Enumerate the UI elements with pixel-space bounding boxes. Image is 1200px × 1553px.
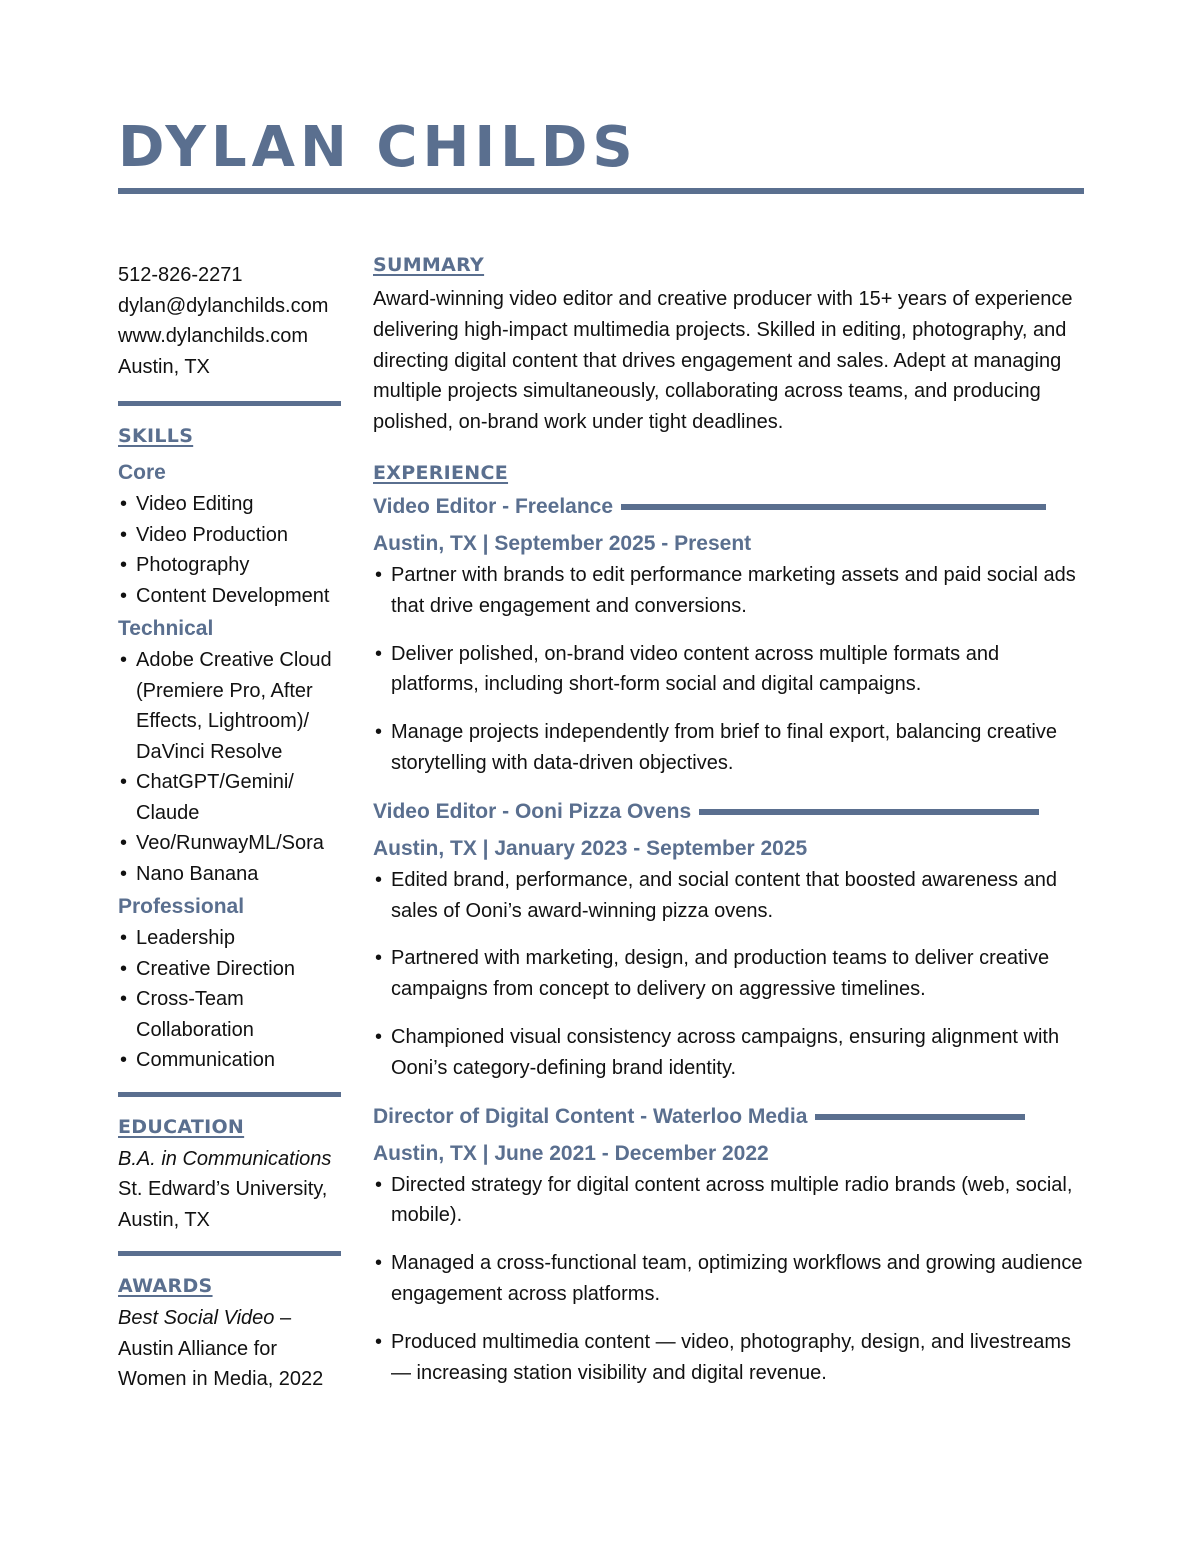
sidebar-divider [118, 1092, 341, 1097]
skill-item: • Cross-Team Collaboration [118, 984, 341, 1045]
job-title-rule [699, 809, 1039, 815]
summary-text: Award-winning video editor and creative producer with 15+ years of experience delivering high-impact multimedia projects. Skilled in editing, photography, and directing digital content that drives engagement and sales. Adept at managing multiple projects simultaneously, collaborating across teams, and producing polished, on-brand work under tight deadlines. [373, 288, 1073, 434]
experience-heading: EXPERIENCE [373, 461, 509, 484]
header-divider [118, 188, 1084, 194]
contact-block [118, 260, 341, 382]
skill-item: • Video Production [118, 520, 341, 551]
job-meta: Austin, TX | June 2021 - December 2022 [373, 1141, 769, 1165]
skills-professional-label: Professional [118, 895, 245, 918]
job-title: Director of Digital Content - Waterloo Media [373, 1104, 808, 1128]
job-bullets [373, 865, 1085, 1084]
job-title-rule [621, 504, 1046, 510]
award-title: Best Social Video [118, 1307, 275, 1329]
job-meta: Austin, TX | January 2023 - September 2025 [373, 836, 808, 860]
skills-core-label: Core [118, 461, 166, 484]
job-bullets [373, 1170, 1085, 1389]
education-degree [118, 1144, 341, 1175]
award-detail: – Austin Alliance for Women in Media, 2022 [118, 1307, 324, 1390]
job-bullet: • Championed visual consistency across campaigns, ensuring alignment with Ooni’s category-defining brand identity. [373, 1022, 1085, 1084]
skill-item: • Leadership [118, 923, 341, 954]
skill-item: • Video Editing [118, 489, 341, 520]
skills-core-list [118, 489, 341, 611]
job-bullet: • Manage projects independently from brief to final export, balancing creative storytelling with data-driven objectives. [373, 717, 1085, 779]
education-degree-abbr: B.A. [118, 1147, 156, 1170]
education-block [118, 1144, 341, 1236]
summary-heading: SUMMARY [373, 254, 485, 276]
skill-item: • Photography [118, 550, 341, 581]
contact-location: Austin, TX [118, 355, 210, 378]
education-degree-field: in Communications [155, 1147, 332, 1170]
job-bullet: • Managed a cross-functional team, optimizing workflows and growing audience engagement across platforms. [373, 1248, 1085, 1310]
education-location: Austin, TX [118, 1208, 210, 1231]
skill-item: • Nano Banana [118, 859, 341, 890]
job-title: Video Editor - Freelance [373, 494, 614, 518]
job-entry [373, 1101, 1085, 1389]
sidebar-divider [118, 401, 341, 406]
education-school: St. Edward’s University, [118, 1178, 328, 1200]
job-bullet: • Partnered with marketing, design, and production teams to deliver creative campaigns from concept to delivery on aggressive timelines. [373, 943, 1085, 1005]
contact-phone: 512-826-2271 [118, 264, 243, 286]
job-title: Video Editor - Ooni Pizza Ovens [373, 799, 692, 823]
award-entry [118, 1303, 341, 1395]
skill-item: • ChatGPT/Gemini/ Claude [118, 767, 341, 828]
job-meta: Austin, TX | September 2025 - Present [373, 531, 752, 555]
skills-technical-list [118, 645, 341, 889]
skill-item: • Communication [118, 1045, 341, 1076]
awards-heading: AWARDS [118, 1275, 213, 1297]
skills-professional-list [118, 923, 341, 1076]
resume-name: DYLAN CHILDS [118, 115, 638, 180]
skills-heading: SKILLS [118, 425, 194, 447]
job-bullet: • Deliver polished, on-brand video content across multiple formats and platforms, including short-form social and digital campaigns. [373, 639, 1085, 701]
skill-item: • Content Development [118, 581, 341, 612]
skills-technical-label: Technical [118, 617, 214, 640]
job-title-rule [815, 1114, 1025, 1120]
job-bullet: • Directed strategy for digital content across multiple radio brands (web, social, mobile). [373, 1170, 1085, 1232]
contact-email: dylan@dylanchilds.com [118, 294, 329, 317]
job-entry [373, 796, 1085, 1084]
skill-item: • Adobe Creative Cloud (Premiere Pro, After Effects, Lightroom)/ DaVinci Resolve [118, 645, 341, 767]
education-heading: EDUCATION [118, 1115, 245, 1138]
job-entry [373, 491, 1085, 779]
skill-item: • Veo/RunwayML/Sora [118, 828, 341, 859]
main-column [373, 250, 1085, 1405]
job-bullet: • Edited brand, performance, and social content that boosted awareness and sales of Ooni’s award-winning pizza ovens. [373, 865, 1085, 927]
sidebar [118, 260, 341, 1395]
job-bullets [373, 560, 1085, 779]
job-bullet: • Partner with brands to edit performance marketing assets and paid social ads that drive engagement and conversions. [373, 560, 1085, 622]
contact-website: www.dylanchilds.com [118, 325, 309, 347]
skill-item: • Creative Direction [118, 954, 341, 985]
job-bullet: • Produced multimedia content — video, photography, design, and livestreams — increasing station visibility and digital revenue. [373, 1327, 1085, 1389]
sidebar-divider [118, 1251, 341, 1256]
